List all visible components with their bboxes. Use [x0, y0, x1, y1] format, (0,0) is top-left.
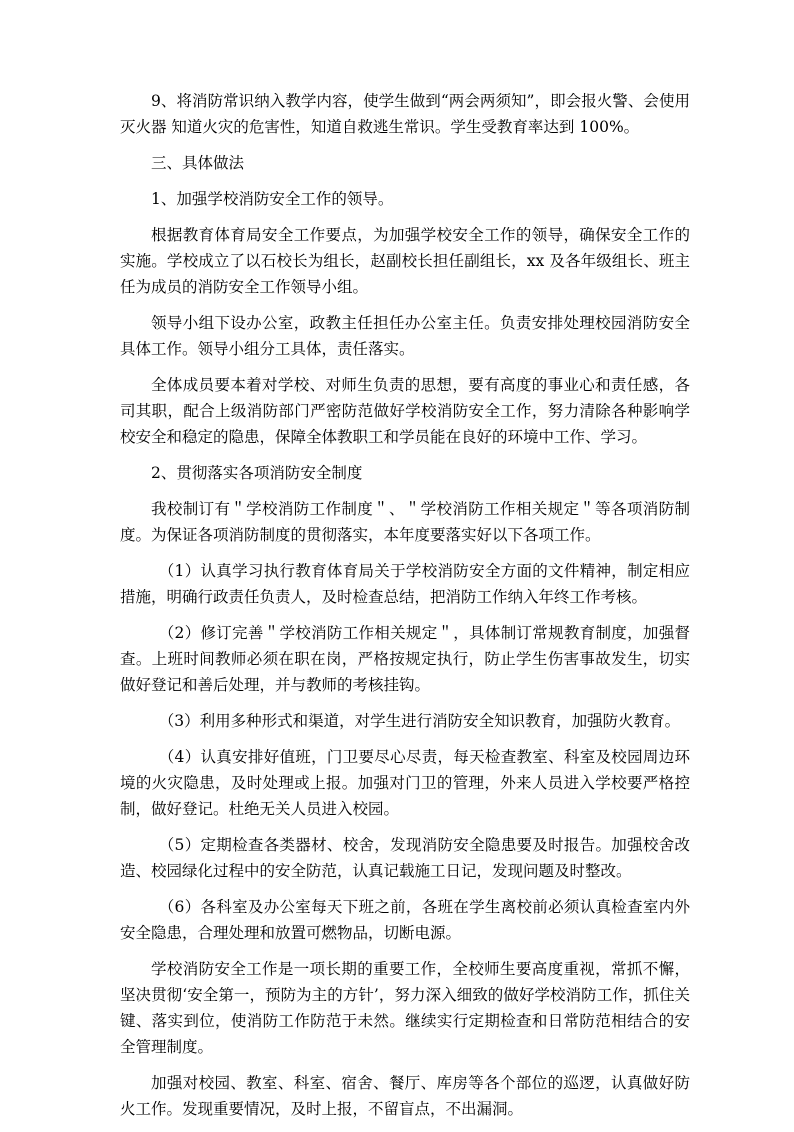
paragraph: 加强对校园、教室、科室、宿舍、餐厅、库房等各个部位的巡逻，认真做好防火工作。发现重要情况，及时上报，不留盲点，不出漏洞。: [120, 1074, 690, 1118]
paragraph-item-9: 9、将消防常识纳入教学内容，使学生做到“两会两须知”，即会报火警、会使用灭火器 知道火灾的危害性，知道自救逃生常识。学生受教育率达到 100%。: [120, 92, 690, 136]
paragraph: 全体成员要本着对学校、对师生负责的思想，要有高度的事业心和责任感，各司其职，配合上级消防部门严密防范做好学校消防安全工作，努力清除各种影响学校安全和稳定的隐患，保障全体教职工和学员能在良好的环境中工作、学习。: [120, 376, 690, 446]
list-item-6: （6）各科室及办公室每天下班之前，各班在学生离校前必须认真检查室内外安全隐患，合理处理和放置可燃物品，切断电源。: [120, 898, 690, 942]
list-item-2: （2）修订完善＂学校消防工作相关规定＂，具体制订常规教育制度，加强督查。上班时间教师必须在职在岗，严格按规定执行，防止学生伤害事故发生，切实做好登记和善后处理，并与教师的考核挂钩。: [120, 624, 690, 694]
paragraph: 领导小组下设办公室，政教主任担任办公室主任。负责安排处理校园消防安全具体工作。领导小组分工具体，责任落实。: [120, 314, 690, 358]
paragraph: 学校消防安全工作是一项长期的重要工作，全校师生要高度重视，常抓不懈，坚决贯彻‘安全第一，预防为主的方针’，努力深入细致的做好学校消防工作，抓住关键、落实到位，使消防工作防范于未然。继续实行定期检查和日常防范相结合的安全管理制度。: [120, 960, 690, 1056]
paragraph: 我校制订有＂学校消防工作制度＂、＂学校消防工作相关规定＂等各项消防制度。为保证各项消防制度的贯彻落实，本年度要落实好以下各项工作。: [120, 500, 690, 544]
list-item-4: （4）认真安排好值班，门卫要尽心尽责，每天检查教室、科室及校园周边环境的火灾隐患，及时处理或上报。加强对门卫的管理，外来人员进入学校要严格控制，做好登记。杜绝无关人员进入校园。: [120, 748, 690, 818]
section-heading-3: 三、具体做法: [151, 154, 245, 172]
document-page: [120, 88, 690, 1132]
list-item-1: （1）认真学习执行教育体育局关于学校消防安全方面的文件精神，制定相应措施，明确行政责任负责人，及时检查总结，把消防工作纳入年终工作考核。: [120, 562, 690, 606]
list-item-5: （5）定期检查各类器材、校舍，发现消防安全隐患要及时报告。加强校舍改造、校园绿化过程中的安全防范，认真记载施工日记，发现问题及时整改。: [120, 836, 690, 880]
subheading-2: 2、贯彻落实各项消防安全制度: [151, 464, 363, 482]
paragraph: 根据教育体育局安全工作要点，为加强学校安全工作的领导，确保安全工作的实施。学校成立了以石校长为组长，赵副校长担任副组长，xx 及各年级组长、班主任为成员的消防安全工作领导小组。: [120, 226, 690, 296]
subheading-1: 1、加强学校消防安全工作的领导。: [151, 190, 394, 208]
list-item-3: （3）利用多种形式和渠道，对学生进行消防安全知识教育，加强防火教育。: [158, 712, 681, 730]
